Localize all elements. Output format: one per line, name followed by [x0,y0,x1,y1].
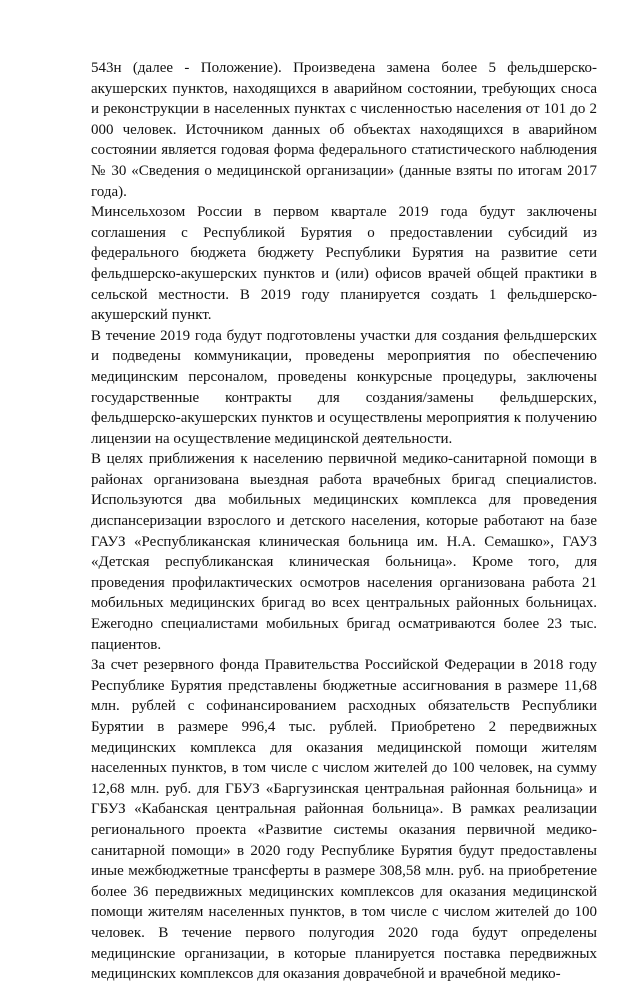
paragraph-3: В течение 2019 года будут подготовлены участки для создания фельдшерских и подведены коммуникации, проведены мероприятия по обеспечению медицинским персоналом, проведены конкурсные процедуры, заключены государственные контракты для создания/замены фельдшерских, фельдшерско-акушерских пунктов и осуществлены мероприятия к получению лицензии на осуществление медицинской деятельности. [91,327,597,447]
paragraph-1: 543н (далее - Положение). Произведена замена более 5 фельдшерско-акушерских пунктов, находящихся в аварийном состоянии, требующих сноса и реконструкции в населенных пунктах с численностью населения от 101 до 2 000 человек. Источником данных об объектах находящихся в аварийном состоянии является годовая форма федерального статистического наблюдения № 30 «Сведения о медицинской организации» (данные взяты по итогам 2017 года). [91,60,597,200]
paragraph-4: В целях приближения к населению первичной медико-санитарной помощи в районах организована выездная работа врачебных бригад специалистов. Используются два мобильных медицинских комплекса для проведения диспансеризации взрослого и детского населения, которые работают на базе ГАУЗ «Республиканская клиническая больница им. Н.А. Семашко», ГАУЗ «Детская республиканская клиническая больница». Кроме того, для проведения профилактических осмотров населения организована работа 21 мобильных медицинских бригад во всех центральных районных больницах. Ежегодно специалистами мобильных бригад осматриваются более 23 тыс. пациентов. [91,451,597,653]
paragraph-5: За счет резервного фонда Правительства Российской Федерации в 2018 году Республике Бурятия представлены бюджетные ассигнования в размере 11,68 млн. рублей с софинансированием расходных обязательств Республики Бурятии в размере 996,4 тыс. рублей. Приобретено 2 передвижных медицинских комплекса для оказания медицинской помощи жителям населенных пунктов, в том числе с числом жителей до 100 человек, на сумму 12,68 млн. руб. для ГБУЗ «Баргузинская центральная районная больница» и ГБУЗ «Кабанская центральная районная больница». В рамках реализации регионального проекта «Развитие системы оказания первичной медико-санитарной помощи» в 2020 году Республике Бурятия будут предоставлены иные межбюджетные трансферты в размере 308,58 млн. руб. на приобретение более 36 передвижных медицинских комплексов для оказания медицинской помощи жителям населенных пунктов, в том числе с числом жителей до 100 человек. В течение первого полугодия 2020 года будут определены медицинские организации, в которые планируется поставка передвижных медицинских комплексов для оказания доврачебной и врачебной медико- [91,657,597,983]
document-page [91,58,597,985]
paragraph-2: Минсельхозом России в первом квартале 2019 года будут заключены соглашения с Республикой Бурятия о предоставлении субсидий из федерального бюджета бюджету Республики Бурятия на развитие сети фельдшерско-акушерских пунктов и (или) офисов врачей общей практики в сельской местности. В 2019 году планируется создать 1 фельдшерско-акушерский пункт. [91,204,597,324]
